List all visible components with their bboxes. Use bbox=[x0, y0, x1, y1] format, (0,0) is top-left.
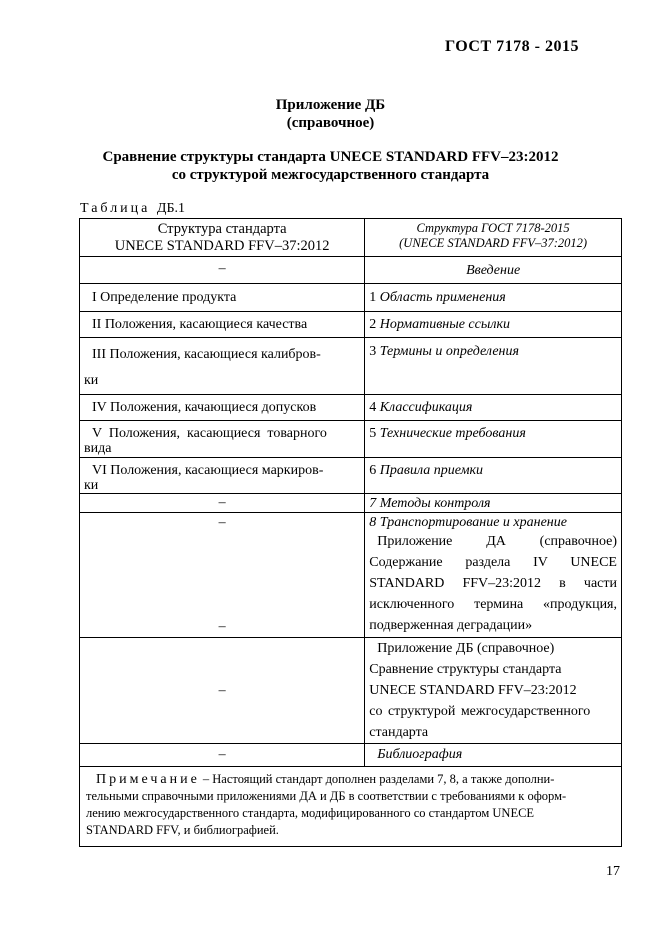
col2-header bbox=[365, 219, 622, 257]
col2-header-line-2: (UNECE STANDARD FFV–37:2012) bbox=[399, 236, 588, 250]
row-right-cell bbox=[365, 638, 622, 744]
row-left-line-1: VI Положения, касающиеся маркиров- bbox=[92, 463, 324, 478]
note-text-1: – Настоящий стандарт дополнен разделами 7, 8, а также дополни- bbox=[199, 772, 555, 786]
row-right-number: 5 bbox=[369, 426, 377, 441]
row-right-cell bbox=[365, 513, 622, 638]
row-right-line-5: стандарта bbox=[369, 725, 429, 740]
row-right-line-4: со структурой межгосударственного bbox=[369, 704, 591, 719]
table-row bbox=[80, 312, 622, 338]
row-right-number: 2 bbox=[369, 317, 377, 332]
table-note-row bbox=[80, 767, 622, 847]
row-right-number: 4 bbox=[369, 400, 377, 415]
row-right-text: Термины и определения bbox=[379, 344, 520, 359]
table-row bbox=[80, 638, 622, 744]
row-right-cell: Введение bbox=[365, 257, 622, 284]
row-right-number: 1 bbox=[369, 290, 377, 305]
table-caption-number: ДБ.1 bbox=[156, 201, 185, 216]
row-right-text: Область применения bbox=[379, 290, 506, 305]
row-right-appendix-text: Приложение ДА (справочное) Содержание раздела IV UNECE STANDARD FFV–23:2012 в части исключенного термина «продукция, подверженная деградации» bbox=[369, 534, 617, 633]
row-right-cell bbox=[365, 395, 622, 421]
row-left-cell bbox=[80, 458, 365, 494]
note-line-1 bbox=[86, 771, 615, 788]
row-left-bottom-dash: – bbox=[218, 619, 226, 634]
row-left-cell bbox=[80, 513, 365, 638]
row-right-cell bbox=[365, 284, 622, 312]
appendix-subtitle: (справочное) bbox=[286, 115, 375, 131]
row-left-cell bbox=[80, 395, 365, 421]
row-right-text: Технические требования bbox=[379, 426, 526, 441]
row-left-top-dash: – bbox=[218, 515, 226, 530]
heading-line-1: Сравнение структуры стандарта UNECE STANDARD FFV–23:2012 bbox=[102, 149, 559, 165]
table-row bbox=[80, 494, 622, 513]
row-right-cell bbox=[365, 338, 622, 395]
row-left-cell bbox=[80, 421, 365, 458]
appendix-title: Приложение ДБ bbox=[275, 97, 386, 113]
note-line-3: лению межгосударственного стандарта, модифицированного со стандартом UNECE bbox=[86, 806, 535, 820]
row-left-text: II Положения, касающиеся качества bbox=[92, 317, 308, 332]
row-left-cell bbox=[80, 284, 365, 312]
row-left-text: I Определение продукта bbox=[92, 290, 237, 305]
row-left-line-1: III Положения, касающиеся калибров- bbox=[92, 347, 321, 362]
row-left-cell: – bbox=[80, 744, 365, 767]
row-left-line-2: ки bbox=[84, 478, 99, 493]
row-left-text: IV Положения, качающиеся допусков bbox=[92, 400, 317, 415]
row-right-text: Нормативные ссылки bbox=[379, 317, 510, 332]
table-row bbox=[80, 257, 622, 284]
row-right-cell bbox=[365, 312, 622, 338]
row-left-line-2: ки bbox=[84, 373, 99, 388]
row-left-cell bbox=[80, 312, 365, 338]
heading-line-2: со структурой межгосударственного стандарта bbox=[171, 167, 490, 183]
table-caption-label: Таблица bbox=[80, 201, 151, 216]
row-right-cell: Библиография bbox=[365, 744, 622, 767]
col2-header-line-1: Структура ГОСТ 7178-2015 bbox=[416, 221, 570, 235]
document-header: ГОСТ 7178 - 2015 bbox=[445, 38, 579, 55]
col1-header bbox=[80, 219, 365, 257]
table-row bbox=[80, 421, 622, 458]
note-line-4: STANDARD FFV, и библиографией. bbox=[86, 823, 279, 837]
row-right-line-1: Приложение ДБ (справочное) bbox=[377, 641, 555, 656]
row-left-cell bbox=[80, 638, 365, 744]
row-left-line-2: вида bbox=[84, 441, 112, 456]
note-line-2: тельными справочными приложениями ДА и ДБ в соответствии с требованиями к оформ- bbox=[86, 789, 567, 803]
page-number: 17 bbox=[606, 864, 620, 879]
table-header-row bbox=[80, 219, 622, 257]
table-row bbox=[80, 284, 622, 312]
row-right-cell bbox=[365, 421, 622, 458]
row-right-line-3: UNECE STANDARD FFV–23:2012 bbox=[369, 683, 577, 698]
row-right-text: Классификация bbox=[379, 400, 473, 415]
table-note bbox=[80, 767, 622, 847]
table-row bbox=[80, 395, 622, 421]
row-left-cell: – bbox=[80, 257, 365, 284]
row-right-cell: 7 Методы контроля bbox=[365, 494, 622, 513]
row-left-line-1: V Положения, касающиеся товарного bbox=[92, 426, 327, 441]
note-label: Примечание bbox=[96, 772, 200, 787]
table-row bbox=[80, 458, 622, 494]
row-left-text: – bbox=[218, 683, 226, 698]
row-left-cell: – bbox=[80, 494, 365, 513]
structure-comparison-table bbox=[79, 218, 622, 847]
row-right-cell bbox=[365, 458, 622, 494]
table-row bbox=[80, 513, 622, 638]
col1-header-line-1: Структура стандарта bbox=[157, 221, 287, 237]
table-row bbox=[80, 744, 622, 767]
row-right-italic-line: 8 Транспортирование и хранение bbox=[369, 515, 567, 530]
row-right-line-2: Сравнение структуры стандарта bbox=[369, 662, 562, 677]
row-right-number: 6 bbox=[369, 463, 377, 478]
table-row bbox=[80, 338, 622, 395]
table-caption bbox=[80, 201, 185, 217]
row-left-cell bbox=[80, 338, 365, 395]
row-right-number: 3 bbox=[369, 344, 377, 359]
row-right-text: Правила приемки bbox=[379, 463, 484, 478]
col1-header-line-2: UNECE STANDARD FFV–37:2012 bbox=[114, 238, 330, 254]
